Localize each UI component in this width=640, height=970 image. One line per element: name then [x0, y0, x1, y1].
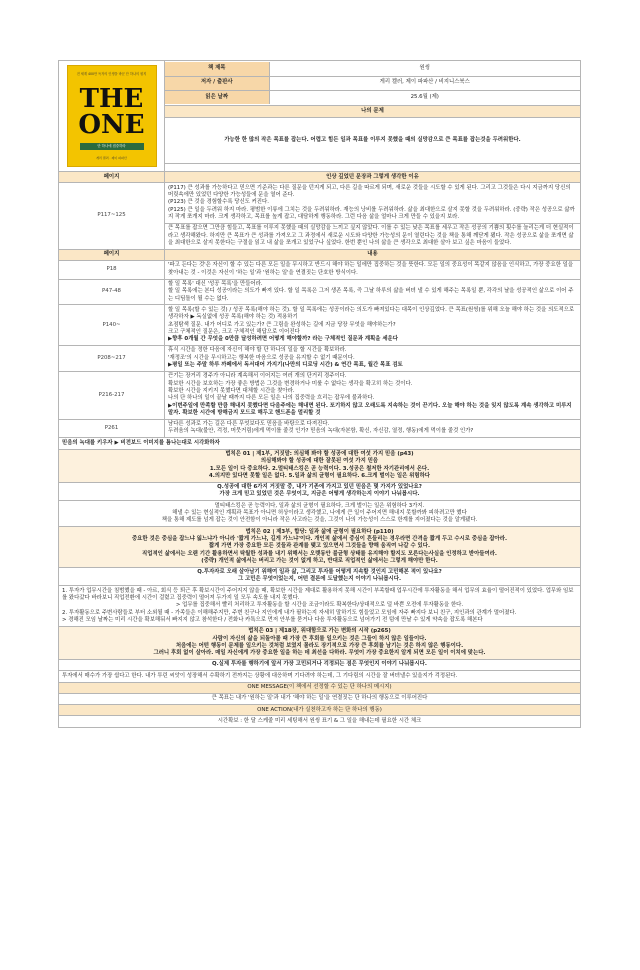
row-line: 나의 단 하나의 일이 끝날 때까지 다른 모든 일은 나의 집중력을 흐리는 잡무에 불과하다. — [168, 395, 375, 402]
row-content — [165, 345, 581, 371]
row-line: ▶향후 0개월 간 무엇을 0만큼 달성하려면 어떻게 해야할까? 라는 구체적인 질문과 계획을 세운다 — [168, 336, 398, 343]
law1-title: 법칙은 01 | 제1부, 거짓말: 의심해 봐야 할 성공에 대한 여섯 가지 믿음 (p43) — [225, 451, 414, 457]
law-line: 사람이 자신의 삶을 되돌아볼 때 가장 큰 후회를 일으키는 것은 그들이 하지 않은 일들이다. — [212, 635, 427, 642]
question1-sub: 가장 크게 믿고 있었던 것은 무엇이고, 지금은 어떻게 생각하는지 이야기 나눠봅시다. — [219, 491, 420, 498]
row-content — [165, 260, 581, 279]
row-content — [165, 305, 581, 345]
title-label: 책 제목 — [165, 62, 269, 76]
answer3: 투자에서 매수가 가장 쉽다고 한다. 내가 투린 씨앗이 성장해서 수확하기 전까지는 상황에 대응하며 기다려야 하는데, 그 기다림의 시간을 잘 버텨낼수 있을지가 걱정된다. — [59, 671, 581, 682]
read-date: 25.6월 (제) — [269, 90, 580, 104]
answer-line: 멀티태스킹은 곧 능력이다, 일과 삶의 균형이 필요하다, 크게 벌이는 일은 위험하다 3가지. — [214, 502, 425, 509]
question2-block — [59, 567, 581, 586]
section1-page-range: P117~125 — [59, 183, 165, 249]
cover-title: THE ONE — [78, 84, 145, 140]
row-content — [165, 419, 581, 438]
one-message-label: ONE MESSAGE(이 책에서 선정할 수 있는 단 하나의 메시지) — [59, 682, 581, 693]
quote-reason: 큰 목표를 잡으면 그만큼 힘들고, 목표를 이루지 못했을 때의 실망감을 느끼고 싶지 않았다. 이를 수 있는 낮은 목표를 세우고 작은 성공의 기쁨의 횟수를 늘리는게 더 현실적이라고 생각해왔다. 하지만 큰 목표가 큰 성과를 가져오고 그 과정에서 새로운 시도와 다양한 가능성의 문이 열린다는 것을 책을 통해 깨닫게 됐다. 작은 성공으로 삶을 쪼개면 삶을 최대한으로 살지 못한다는 구절을 읽고 내 삶을 쪼개고 있었구나 싶었다. 한번 뿐인 나의 삶을 큰 생각으로 최대한 살아 보고 싶은 마음이 들었다. — [165, 223, 581, 249]
row-line: 할 일 목록' 대신 '성공 목록'을 만들어라. — [168, 281, 263, 288]
row-line: 크고 구체적인 질문은, 크고 구체적인 해답으로 이어진다 — [168, 328, 300, 335]
law1-block — [59, 449, 581, 482]
answer-line: > 경해진 모임 날짜는 미리 시간을 확보해둬서 빠지지 않고 참석한다 / 전화나 카톡으로 먼저 안부를 묻거나 다음 투자활동으로 넘어가기 전 텀에 만날 수 있게 약속을 잡도록 해본다 — [62, 616, 483, 623]
law2-block — [59, 527, 581, 567]
row-content — [165, 279, 581, 305]
quote-line: (P125) 큰 일을 두려워 하지 마라. 평범한 이류에 그치는 것을 두려워하라. 재능의 낭비를 두려워하라. 삶을 최대한으로 살지 못할 것을 두려워하라. (중략) 작은 성공으로 삶까지 작게 쪼개지 마라. 크게 생각하고, 목표를 높게 잡고, 대담하게 행동하라. 그런 다음 삶을 얼마나 크게 만들 수 있을지 보라. — [168, 206, 575, 220]
belief-summary: 믿음의 녹대를 키우자 ▶ 비전보드 이미지를 틈나는대로 시각화하자 — [59, 438, 581, 449]
question3: Q.실제 투자를 행하기에 앞서 가장 고민되거나 걱정되는 점은 무엇인지 이야기 나눠봅시다. — [59, 659, 581, 670]
section1-content-header: 인상 깊었던 문장과 그렇게 생각한 이유 — [165, 172, 581, 183]
row-line: 할 일 목록에는 본디 성공이라는 의도가 빠져 있다. 할 일 목록은 그저 생존 목록, 즉 그날 하루의 삶을 버텨 낼 수 있게 해주는 목록일 뿐, 각각의 날을 성공적인 삶으로 이어 주는 디딤돌이 될 수는 없다. — [168, 288, 574, 302]
row-page: P216-217 — [59, 371, 165, 419]
law-line: 그러니 후회 없이 살아라. 매일 자신에게 가장 중요한 일을 하는 데 최선을 다하라. 무엇이 가장 중요한지 알게 되면 모든 일이 이치에 맞는다. — [153, 650, 486, 657]
law1-subtitle: 의심해봐야 할 성공에 대한 잘못된 여섯 가지 믿음 — [260, 458, 379, 465]
section1-page-header: 페이지 — [59, 172, 165, 183]
row-page: P140~ — [59, 305, 165, 345]
row-line: 확보한 시간을 보호하는 가장 좋은 방법은 그것을 변경하거나 미룰 수 없다는 생각을 확고히 하는 것이다. — [168, 380, 413, 387]
answer-line: 책을 통해 제도를 넘게 잡는 것이 안전함이 아니라 작은 사고라는 것을, 그것이 나의 가능성이 스스로 한계를 지어졌다는 것을 알게됐다. — [161, 517, 478, 524]
section2-content-header: 내용 — [165, 249, 581, 260]
book-review-sheet — [58, 60, 580, 728]
cover-subtitle: 단 하나에 집중하라 — [80, 143, 144, 150]
law2-title: 법칙은 02 | 제3부, 합당: 일과 삶에 균형이 필요하다 (p110) — [245, 528, 394, 535]
my-problem: 가능한 한 많의 작은 목표를 잡는다. 어렵고 힘든 일과 목표를 이루지 못했을 때의 실망감으로 큰 목표를 잡는것을 두려워한다. — [165, 118, 581, 164]
one-message: 큰 목표는 내가 '원하는 일'과 내가 '해야 하는 일'을 연결짓는 단 하나의 행동으로 이루어진다 — [59, 693, 581, 704]
row-line: 두려움의 녹대(불안, 걱정, 머뭇거림)에게 먹이를 줄것 인가? 믿음의 녹대(자본함, 확신, 자신감, 열정, 행동)에게 먹이를 줄것 인가? — [168, 428, 474, 435]
row-line: 할 일 목록(할 수 있는 것) / 성공 목록(해야 하는 것). 할 일 목록에는 성공이라는 의도가 빠져있다는 대목이 인상깊었다. 큰 목표(원씽)를 위해 오늘 해야 하는 것을 의도적으로 생각하자 ▶ 독실없에 성공 목록(해야 하는 것) 적용하기 — [168, 306, 575, 321]
quote-line: (P123) 큰 것을 경험할수록 당신도 커진다. — [168, 199, 269, 206]
quote-line: (P117) 큰 성과를 가능하다고 믿으면 기준과는 다른 질문을 던지게 되고, 다른 길을 따르게 되며, 새로운 것들을 시도할 수 있게 된다. 그리고 그것들은 다시 지금까지 당신의 머릿속에만 있었던 다양한 가능성들에 문을 열어 준다. — [168, 184, 571, 199]
book-author: 게리 켈러, 제이 파파산 / 비지니스북스 — [269, 76, 580, 90]
row-line: ▶이번주일에 만족할 만큼 해내지 못했다면 다음주에는 해내면 된다. 포기하지 않고 오래도록 지속하는 것이 끈기다. 오늘 해야 하는 것을 잊지 않도록 계속 생각하고 미루지 말자. 확보한 시간에 방해금지 모드로 해두고 핸드폰을 멀리할 것 — [168, 402, 572, 416]
law1-item: 1.모든 일이 다 중요하다. 2.멀티태스킹은 곧 능력이다. 3.성공은 철저한 자기관리에서 온다. — [209, 465, 430, 472]
cover-tagline: 전 세계 400만 독자의 인생을 바꾼 단 하나의 원칙 — [76, 72, 147, 76]
question2: Q.투자자로 오래 살아남기 위해여 일과 삶, 그리고 투자를 어떻게 지속할 것인지 고민해본 적이 있나요? — [197, 569, 442, 576]
law-line: 직업적인 삶에서는 오랜 기간 활용하면서 탁월한 성과를 내기 위해서는 오랫동안 불균형 상태를 유지해야 할지도 모른다는사실을 인정하고 받아들여라. — [142, 550, 497, 557]
row-line: '재정조'의 시간을 무시하고는 행복한 마음으로 성공을 유지할 수 없기 때문이다. — [168, 354, 355, 361]
answer1-block — [59, 501, 581, 527]
question1: Q.성공에 대한 6가지 거짓말 중, 내가 기존에 가지고 있던 믿음은 몇 가지가 있었나요? — [217, 484, 422, 491]
law-line: 처음에는 어떤 행동이 문제를 일으키는 것처럼 보였지 몰라도 장기적으로 가장 큰 후회를 남기는 것은 하지 않은 행동이다. — [175, 642, 464, 649]
row-content — [165, 371, 581, 419]
row-page: P208~217 — [59, 345, 165, 371]
law1-item: 4.의지만 있다면 못할 일은 없다. 5.일과 삶의 균형이 필요하다. 6.크게 벌이는 일은 위험하다 — [208, 472, 431, 479]
question2-sub: 그 고민은 무엇이었는지, 어떤 결론에 도달했는지 이야기 나눠봅시다. — [237, 576, 402, 583]
row-line: 휴식 시간을 정한 다음에 자신이 해야 할 단 하나의 일을 할 시간을 확보하라. — [168, 347, 347, 354]
problem-label: 나의 문제 — [165, 106, 581, 118]
one-action-label: ONE ACTION(내가 실천하고자 하는 단 하나의 행동) — [59, 705, 581, 716]
law3-block — [59, 626, 581, 659]
one-action: 시간확보 : 한 달 스케줄 미리 세팅해서 원씽 표기 & 그 일을 해내는데 필요한 시간 체크 — [59, 716, 581, 727]
row-page: P261 — [59, 419, 165, 438]
cover-authors: 게리 켈러 · 제이 파파산 — [96, 155, 127, 160]
book-title: 원씽 — [269, 62, 580, 76]
section2-page-header: 페이지 — [59, 249, 165, 260]
answer2-block — [59, 586, 581, 626]
law-line: 짧게 가면 가장 중요한 모든 것들과 관계를 맺고 있으면서 그것들을 향해 움직여 나갈 수 있다. — [209, 543, 430, 550]
book-cover-cell — [59, 61, 165, 172]
answer-line: > 업무를 집중해서 빨리 처리하고 투자활동을 할 시간을 조금이라도 확복한다/상대적으로 덜 바쁜 오전에 투자활동을 한다. — [175, 602, 464, 609]
answer-line: 해낼 수 있는 현실적인 계획과 목표가 아니면 허상이라고 생각했고, 나에게 큰 일이 주어지면 해내지 못할까봐 피하려고만 했다 — [172, 510, 467, 517]
law-line: (중략) 개인적 삶에서는 버리고 가는 것이 없게 하고, 반대로 직업적인 삶에서는 그렇게 해야만 한다. — [201, 557, 438, 564]
law-line: 중요한 것은 중심을 잡느냐 잃느냐가 아니라 '짧게 가느냐, 길게 가느냐'이다. 개인적 삶에서 중심이 흔들리는 경우라면 간격을 짧게 두고 수시로 중심을 잡아라. — [131, 535, 508, 542]
row-line: 초점탐색 질문. 내가 어디로 가고 있는가? 큰 그림을 완성하는 길에 지금 당장 무엇을 해야하는가? — [168, 321, 396, 328]
row-line: ▶평일 또는 주말 하루 까페에서 독서대어 가지기(나만의 디로딩 시간) & 연간 목표, 월간 목표 검토 — [168, 362, 403, 369]
book-cover-image — [67, 65, 157, 167]
row-page: P18 — [59, 260, 165, 279]
review-table — [58, 60, 581, 728]
date-label: 읽은 날짜 — [165, 90, 269, 104]
row-line: '파고 든다는 것'은 자신이 할 수 있는 다른 모든 일을 무시하고 반드시 해야 하는 일에만 집중하는 것을 뜻한다. 모든 일의 중요성이 똑같지 않음을 인식하고, 가장 중요한 일을 찾아내는 것 - 이것은 자신이 '하는 일'과 '원하는 일'을 연결짓는 단호한 방식이다. — [168, 262, 574, 276]
law3-title: 법칙은 03 | 제18장, 위대함으로 가는 변화의 시작 (p265) — [248, 628, 391, 635]
answer-line: 2. 투자활동으로 주변사람들로 부터 소외될 때 - 가족들은 이해해주지만, 주변 친구나 지인에게 내가 필하는지 자세히 말하기도 힘들었고 모임에 자주 빠지다 보니 친구, 지인과의 관계가 멀어졌다. — [62, 609, 517, 616]
author-label: 저자 / 출판사 — [165, 76, 269, 90]
row-line: 끈기는 장거리 경주가 아니라 계속해서 이어지는 여러 개의 단거리 경주이다. — [168, 373, 347, 380]
row-line: 남다른 성과로 가는 길은 다른 무엇보다도 믿음을 바탕으로 다져진다. — [168, 421, 330, 428]
question1-block — [59, 482, 581, 501]
row-page: P47-48 — [59, 279, 165, 305]
row-line: 확보한 시간을 지키지 못했다면 대체할 시간을 찾아라. — [168, 387, 295, 394]
answer-line: 1. 투자가 업무시간을 침범했을 때 - 아르, 회식 등 퇴근 후 확보시간이 주어지지 않을 때, 확보한 시간을 제대로 활용하지 못해 시간이 부족할때 업무시간에 투자활동을 해서 업무의 효율이 떨어진적이 있었다. 업무와 임보를 왔다갔다 바라보니 직업전환에 시간이 걸렸고 집중력이 떨어져 두가지 일 모두 속도를 내지 못했다. — [62, 587, 574, 602]
quote-block — [165, 183, 581, 223]
